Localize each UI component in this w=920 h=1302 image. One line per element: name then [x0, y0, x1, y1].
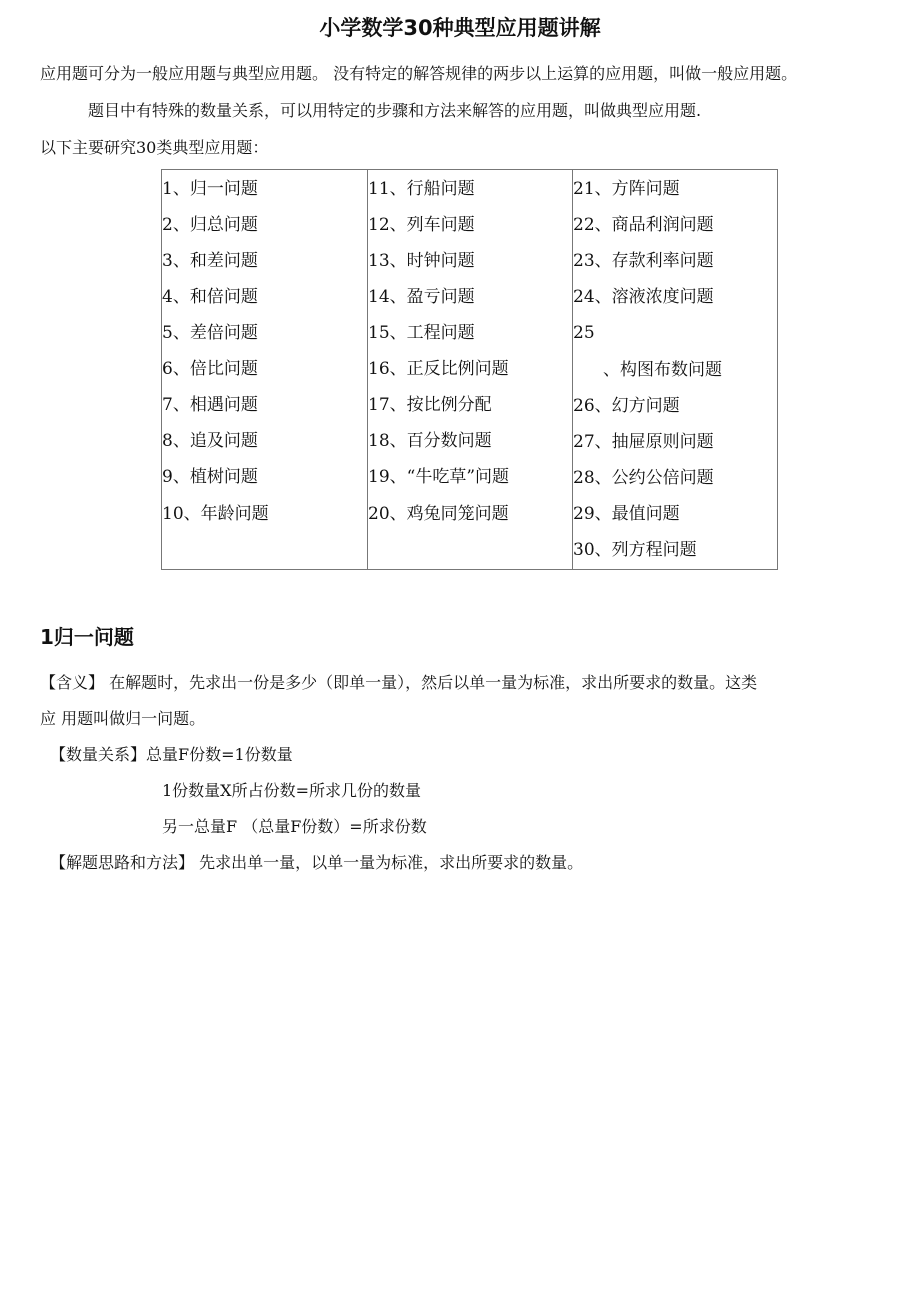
topic-item: 11、行船问题 — [368, 179, 475, 199]
topic-item: 26、幻方问题 — [573, 396, 680, 416]
meaning-text-line-1: 【含义】 在解题时，先求出一份是多少（即单一量），然后以单一量为标准，求出所要求的数量。这类 — [40, 673, 758, 692]
topic-item: 9、植树问题 — [162, 467, 258, 487]
topic-column-3 — [573, 170, 777, 569]
topic-item: 5、差倍问题 — [162, 323, 258, 343]
topic-item: 21、方阵问题 — [573, 179, 680, 199]
topic-item: 19、“牛吃草”问题 — [368, 467, 510, 487]
topic-item: 30、列方程问题 — [573, 540, 697, 560]
topic-item: 16、正反比例问题 — [368, 359, 509, 379]
topic-item: 25 — [573, 323, 595, 343]
topic-item: 15、工程问题 — [368, 323, 475, 343]
topic-item: 3、和差问题 — [162, 251, 258, 271]
topic-item: 1、归一问题 — [162, 179, 258, 199]
topic-item: 27、抽屉原则问题 — [573, 432, 714, 452]
topic-item: 29、最值问题 — [573, 504, 680, 524]
topic-item: 10、年龄问题 — [162, 504, 269, 524]
topic-item: 2、归总问题 — [162, 215, 258, 235]
topic-item: 6、倍比问题 — [162, 359, 258, 379]
topic-item: 、构图布数问题 — [603, 360, 722, 380]
relation-formula-3: 另一总量F （总量F份数）=所求份数 — [162, 817, 427, 836]
topic-item: 14、盈亏问题 — [368, 287, 475, 307]
relation-label — [50, 743, 293, 767]
topic-item: 22、商品利润问题 — [573, 215, 714, 235]
topic-item: 7、相遇问题 — [162, 395, 258, 415]
topic-item: 20、鸡兔同笼问题 — [368, 504, 509, 524]
topic-item: 4、和倍问题 — [162, 287, 258, 307]
topic-item: 12、列车问题 — [368, 215, 475, 235]
page-title: 小学数学30种典型应用题讲解 — [319, 16, 601, 40]
intro-paragraph-2: 题目中有特殊的数量关系，可以用特定的步骤和方法来解答的应用题，叫做典型应用题. — [88, 101, 702, 120]
topic-item: 8、追及问题 — [162, 431, 258, 451]
topic-item: 28、公约公倍问题 — [573, 468, 714, 488]
intro-paragraph-3: 以下主要研究30类典型应用题： — [40, 138, 269, 157]
method-text: 【解题思路和方法】 先求出单一量，以单一量为标准，求出所要求的数量。 — [50, 853, 584, 872]
topic-column-1 — [162, 170, 368, 569]
intro-paragraph-1: 应用题可分为一般应用题与典型应用题。 没有特定的解答规律的两步以上运算的应用题，叫做一般应用题。 — [40, 64, 798, 83]
topic-column-2 — [368, 170, 573, 569]
topic-item: 24、溶液浓度问题 — [573, 287, 714, 307]
topic-item: 23、存款利率问题 — [573, 251, 714, 271]
section-heading: 1归一问题 — [40, 625, 134, 649]
topic-item: 13、时钟问题 — [368, 251, 475, 271]
topic-item: 18、百分数问题 — [368, 431, 492, 451]
topic-table — [161, 169, 778, 570]
meaning-text-line-2: 应 用题叫做归一问题。 — [40, 709, 206, 728]
topic-item: 17、按比例分配 — [368, 395, 492, 415]
relation-formula-1: 总量F份数=1份数量 — [146, 745, 293, 764]
relation-label-text: 【数量关系】 — [50, 745, 147, 764]
relation-formula-2: 1份数量X所占份数=所求几份的数量 — [162, 781, 421, 800]
